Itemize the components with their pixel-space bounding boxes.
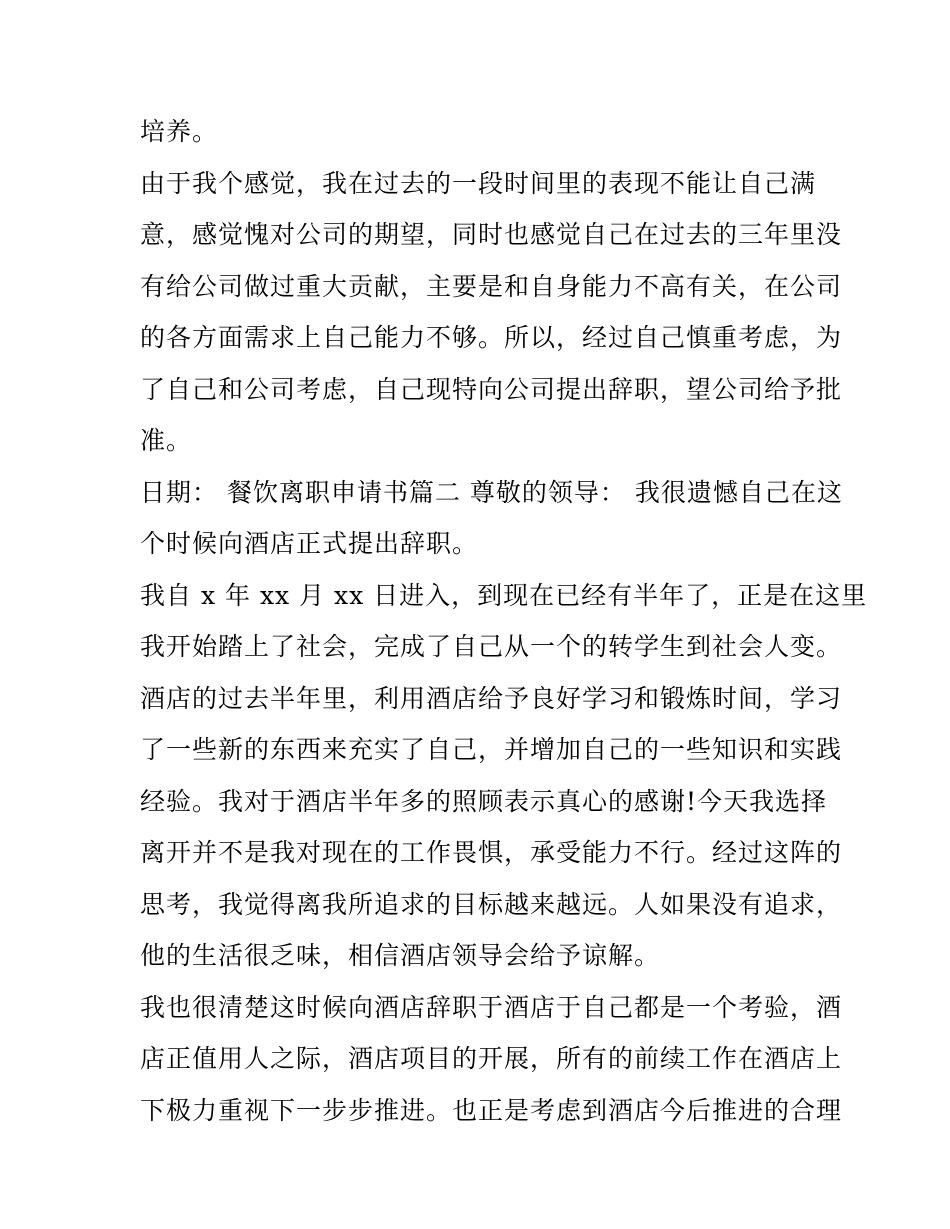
text-line: 酒店的过去半年里，利用酒店给予良好学习和锻炼时间，学习 <box>140 683 843 713</box>
text-line: 了一些新的东西来充实了自己，并增加自己的一些知识和实践 <box>140 735 843 764</box>
text-line: 他的生活很乏味，相信酒店领导会给予谅解。 <box>140 941 661 970</box>
document-body <box>140 106 868 1136</box>
text-line: 有给公司做过重大贡献，主要是和自身能力不高有关，在公司 <box>140 271 843 301</box>
text-line: 意，感觉愧对公司的期望，同时也感觉自己在过去的三年里没 <box>140 220 843 249</box>
text-line: 离开并不是我对现在的工作畏惧，承受能力不行。经过这阵的 <box>140 838 843 867</box>
text-line: 店正值用人之际，酒店项目的开展，所有的前续工作在酒店上 <box>140 1044 843 1073</box>
text-line: 日期： 餐饮离职申请书篇二 尊敬的领导： 我很遗憾自己在这 <box>140 477 843 507</box>
text-line: 我自 x 年 xx 月 xx 日进入，到现在已经有半年了，正是在这里 <box>140 580 868 610</box>
text-line: 经验。我对于酒店半年多的照顾表示真心的感谢!今天我选择 <box>140 786 828 816</box>
text-line: 准。 <box>140 426 193 455</box>
text-line: 个时候向酒店正式提出辞职。 <box>140 529 479 558</box>
text-line: 培养。 <box>140 117 219 146</box>
text-line: 下极力重视下一步步推进。也正是考虑到酒店今后推进的合理 <box>140 1095 843 1125</box>
text-line: 由于我个感觉，我在过去的一段时间里的表现不能让自己满 <box>140 168 817 198</box>
text-line: 我开始踏上了社会，完成了自己从一个的转学生到社会人变。 <box>140 632 843 661</box>
text-line: 思考，我觉得离我所追求的目标越来越远。人如果没有追求， <box>140 889 843 919</box>
text-line: 我也很清楚这时候向酒店辞职于酒店于自己都是一个考验，酒 <box>140 992 843 1022</box>
text-line: 了自己和公司考虑，自己现特向公司提出辞职，望公司给予批 <box>140 374 843 404</box>
text-line: 的各方面需求上自己能力不够。所以，经过自己慎重考虑，为 <box>140 323 843 352</box>
